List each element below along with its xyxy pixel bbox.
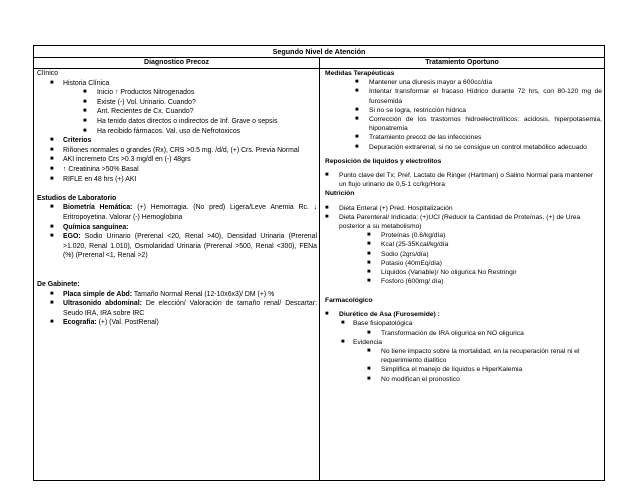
left-column-header: Diagnostico Precoz <box>34 58 320 69</box>
bullet-icon: ■ <box>50 137 54 144</box>
bullet-icon: ■ <box>367 250 371 257</box>
list-item: ■ Si no se logra, restricción hídrica <box>355 106 467 114</box>
bullet-icon: ■ <box>50 156 54 163</box>
bullet-icon: ■ <box>325 172 329 179</box>
list-item: ■ Ant. Recientes de Cx. Cuando? <box>83 108 194 116</box>
bullet-icon: ■ <box>50 300 54 307</box>
list-item: ■ Líquidos (Variable)/ No oligurica No Restringir <box>367 269 517 277</box>
bullet-icon: ■ <box>50 223 54 230</box>
list-item: ■ Proteínas (0.6/kg/día) <box>367 232 446 240</box>
list-item: ■ Corrección de los trastornos hidroelectrolíticos: acidosis, hiperpotasemia, hiponatremia <box>355 116 602 133</box>
clinico-heading: Clínico <box>37 70 59 77</box>
bullet-icon: ■ <box>355 106 359 113</box>
gabinete-heading: De Gabinete: <box>37 281 80 289</box>
list-item: ■ Ha recibido fármacos. Val. uso de Nefrotoxicos <box>83 127 241 135</box>
list-item: ■ Química sanguínea: <box>50 223 129 231</box>
list-item: ■ Historia Clínica <box>50 79 110 87</box>
bullet-icon: ■ <box>355 143 359 150</box>
list-item: ■ Ultrasonido abdominal: De elección/ Valoración de tamaño renal/ Descartar: Seudo IRA, IRA sobre IRC <box>50 300 317 317</box>
laboratorio-heading: Estudios de Laboratorio <box>37 194 117 202</box>
list-item: ■ Fosforo (600mg/ día) <box>367 278 444 286</box>
list-item: ■ EGO: Sodio Urinario (Prerenal <20, Renal >40), Densidad Urinaria (Prerenal >1.020, Renal 1.010), Osmolaridad Urinaria (Prerenal >500, Renal <300), FENa (%) (Prerenal <1, Renal >2) <box>50 233 317 260</box>
list-item: ■ Existe (-) Vol. Urinario. Cuando? <box>83 98 196 106</box>
list-item: ■ AKI incremeto Crs >0.3 mg/dl en (-) 48grs <box>50 156 191 164</box>
bullet-icon: ■ <box>355 79 359 86</box>
list-item: ■ Depuración extrarenal, si no se consigue un control metabólico adecuado <box>355 143 587 151</box>
list-item: ■ Inicio ↑ Productos Nitrogenados <box>83 89 195 97</box>
bullet-icon: ■ <box>325 311 329 318</box>
medidas-heading: Medidas Terapéuticas <box>325 70 395 77</box>
bullet-icon: ■ <box>367 366 371 373</box>
list-item: ■ Riñones normales o grandes (Rx), CRS >0.5 mg. /d/d, (+) Crs. Previa Normal <box>50 146 300 154</box>
bullet-icon: ■ <box>367 259 371 266</box>
bullet-icon: ■ <box>50 233 54 240</box>
list-item: ■ RIFLE en 48 hrs (+) AKI <box>50 175 137 183</box>
list-item: ■ Placa simple de Abd: Tamaño Normal Renal (12-10x6x3)/ DM (+) % <box>50 290 275 298</box>
bullet-icon: ■ <box>341 320 345 327</box>
bullet-icon: ■ <box>367 269 371 276</box>
bullet-icon: ■ <box>367 232 371 239</box>
bullet-icon: ■ <box>325 204 329 211</box>
list-item: ■ Diurético de Asa (Furosemide) : <box>325 311 440 319</box>
bullet-icon: ■ <box>50 146 54 153</box>
bullet-icon: ■ <box>83 127 87 134</box>
bullet-icon: ■ <box>83 98 87 105</box>
bullet-icon: ■ <box>367 329 371 336</box>
nutricion-heading: Nutrición <box>325 190 355 198</box>
column-divider <box>319 68 320 480</box>
right-column-header: Tratamiento Oportuno <box>320 58 604 69</box>
bullet-icon: ■ <box>367 348 371 355</box>
list-item: ■ Transformación de IRA oligurica en NO oligurica <box>367 329 524 337</box>
list-item: ■ No tiene impacto sobre la mortalidad, en la recuperación renal ni el requerimiento dialítico <box>367 348 580 365</box>
list-item: ■ ↑ Creatinina >50% Basal <box>50 165 139 173</box>
bullet-icon: ■ <box>355 116 359 123</box>
list-item: ■ Mantener una diuresis mayor a 600cc/día <box>355 79 493 87</box>
list-item: ■ Potasio (40mEq/día) <box>367 259 442 267</box>
bullet-icon: ■ <box>367 278 371 285</box>
bullet-icon: ■ <box>50 204 54 211</box>
list-item: ■ Ecografía: (+) (Val. PostRenal) <box>50 319 159 327</box>
list-item: ■ Sodio (2grs/día) <box>367 250 429 258</box>
bullet-icon: ■ <box>83 108 87 115</box>
farmacologico-heading: Farmacológico <box>325 297 373 305</box>
bullet-icon: ■ <box>355 88 359 95</box>
list-item: ■ Evidencia <box>341 338 382 346</box>
tratamiento-column <box>325 69 602 384</box>
list-item: ■ Dieta Enteral (+) Pred. Hospitalización <box>325 204 453 212</box>
list-item: ■ Punto clave del Tx; Pref. Lactato de Ringer (Hartman) o Salino Normal para mantener un flujo urinario de 0,5-1 cc/kg/Hora <box>325 172 594 189</box>
list-item: ■ No modifican el pronostico <box>367 375 460 383</box>
bullet-icon: ■ <box>50 165 54 172</box>
table-title: Segundo Nivel de Atención <box>34 46 604 58</box>
list-item: ■ Dieta Parenteral/ Indicada: (+)UCI (Reducir la Cantidad de Proteínas. (+) de Urea posterior a su metabolismo) <box>325 213 581 231</box>
bullet-icon: ■ <box>50 290 54 297</box>
list-item: ■ Tratamiento precoz de las infecciones <box>355 134 482 142</box>
bullet-icon: ■ <box>50 175 54 182</box>
bullet-icon: ■ <box>325 213 329 220</box>
reposicion-heading: Reposición de líquidos y electrolitos <box>325 157 442 165</box>
bullet-icon: ■ <box>341 338 345 345</box>
bullet-icon: ■ <box>83 89 87 96</box>
bullet-icon: ■ <box>367 375 371 382</box>
list-item: ■ Kcal (25-35Kcal/kg/día <box>367 241 449 249</box>
diagnostico-column <box>37 69 317 328</box>
bullet-icon: ■ <box>50 319 54 326</box>
bullet-icon: ■ <box>50 79 54 86</box>
bullet-icon: ■ <box>83 117 87 124</box>
bullet-icon: ■ <box>367 241 371 248</box>
list-item: ■ Simplifica el manejo de líquidos e HiperKalemia <box>367 366 523 374</box>
attention-table <box>33 45 605 481</box>
list-item: ■ Biometría Hemática: (+) Hemorragia. (No pred) Ligera/Leve Anemia Rc. ↓ Eritropoyetina. Valorar (-) Hemoglobina <box>50 204 318 221</box>
list-item: ■ Criterios <box>50 137 92 145</box>
bullet-icon: ■ <box>355 134 359 141</box>
list-item: ■ Intentar transformar el fracaso Hídrico durante 72 hrs, con 80-120 mg de furosemida <box>355 88 602 105</box>
list-item: ■ Base fisiopatológica <box>341 320 413 328</box>
list-item: ■ Ha tenido datos directos o indirectos de Inf. Grave o sepsis <box>83 117 278 125</box>
